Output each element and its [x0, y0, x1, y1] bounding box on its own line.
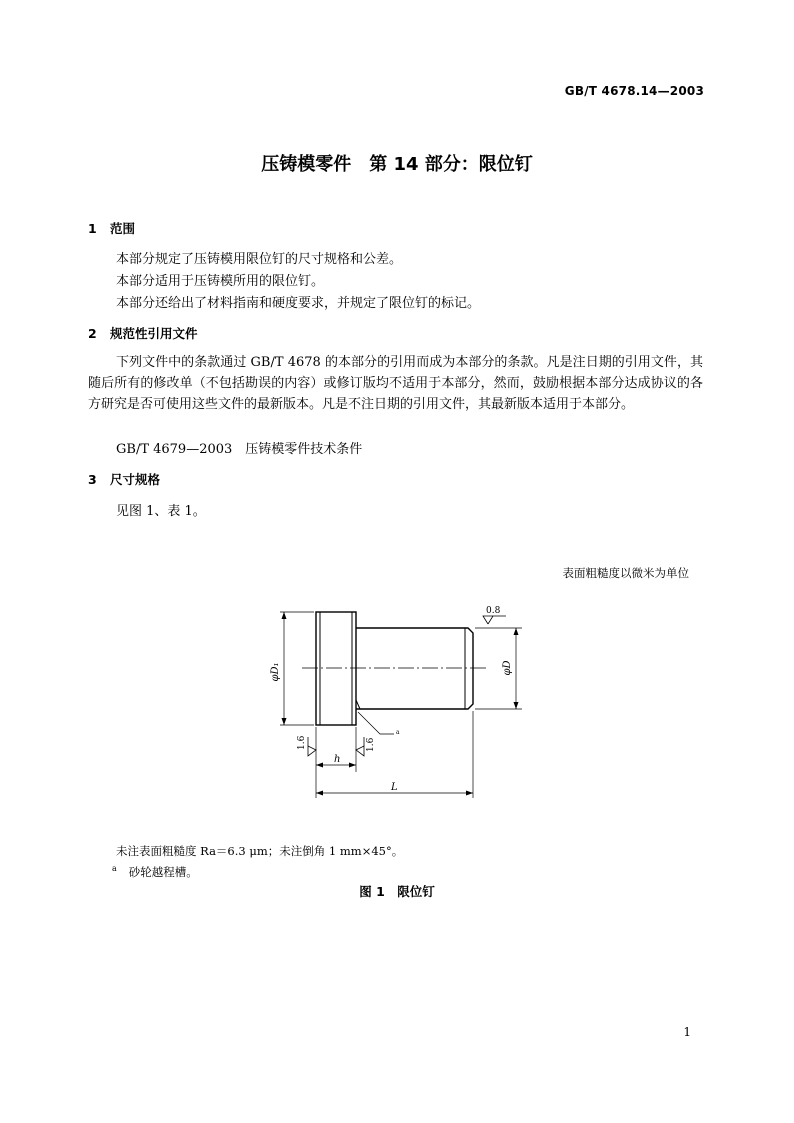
standard-code: GB/T 4678.14—2003	[564, 84, 704, 98]
label-phi-d: φD	[502, 660, 513, 676]
roughness-symbol	[488, 616, 506, 624]
page-number: 1	[683, 1025, 691, 1039]
figure-footnote	[112, 864, 198, 880]
roughness-symbol	[308, 746, 316, 756]
pin-head	[316, 612, 356, 725]
reference-document: GB/T 4679—2003 压铸模零件技术条件	[116, 442, 363, 457]
section-1-heading	[88, 219, 135, 237]
roughness-value: 1.6	[366, 737, 376, 752]
paragraph: 本部分规定了压铸模用限位钉的尺寸规格和公差。	[116, 252, 403, 267]
label-phi-d1: φD₁	[270, 662, 281, 682]
paragraph: 见图 1、表 1。	[116, 504, 206, 519]
pin-shank	[356, 628, 473, 709]
footnote-text: 砂轮越程槽。	[128, 865, 198, 879]
roughness-value: 1.6	[297, 735, 307, 750]
paragraph: 本部分还给出了材料指南和硬度要求，并规定了限位钉的标记。	[116, 296, 481, 311]
footnote-marker: a	[396, 729, 400, 736]
limit-pin-drawing	[260, 600, 540, 805]
section-title: 规范性引用文件	[110, 326, 198, 341]
section-2-heading	[88, 324, 198, 342]
page-title: 压铸模零件 第 14 部分：限位钉	[261, 154, 533, 175]
section-title: 尺寸规格	[110, 472, 161, 487]
figure-caption: 图 1 限位钉	[359, 884, 435, 899]
figure-note: 未注表面粗糙度 Ra＝6.3 μm；未注倒角 1 mm×45°。	[116, 844, 404, 858]
section-3-heading	[88, 470, 160, 488]
footnote-marker: a	[112, 864, 117, 874]
section-title: 范围	[110, 221, 136, 236]
roughness-symbol	[356, 746, 364, 756]
roughness-symbol	[483, 616, 493, 624]
paragraph: 下列文件中的条款通过 GB/T 4678 的本部分的引用而成为本部分的条款。凡是注日期的引用文件，其随后所有的修改单（不包括勘误的内容）或修订版均不适用于本部分，然而，鼓励根据本部分达成协议的各方研究是否可使用这些文件的最新版本。凡是不注日期的引用文件，其最新版本适用于本部分。	[88, 355, 703, 412]
paragraph: 本部分适用于压铸模所用的限位钉。	[116, 274, 325, 289]
section-number: 1	[88, 221, 97, 236]
section-number: 2	[88, 326, 97, 341]
section-number: 3	[88, 472, 97, 487]
leader-line	[358, 712, 394, 734]
roughness-value: 0.8	[486, 606, 501, 616]
label-l: L	[391, 782, 398, 793]
label-h: h	[334, 754, 341, 765]
unit-note: 表面粗糙度以微米为单位	[562, 566, 689, 580]
